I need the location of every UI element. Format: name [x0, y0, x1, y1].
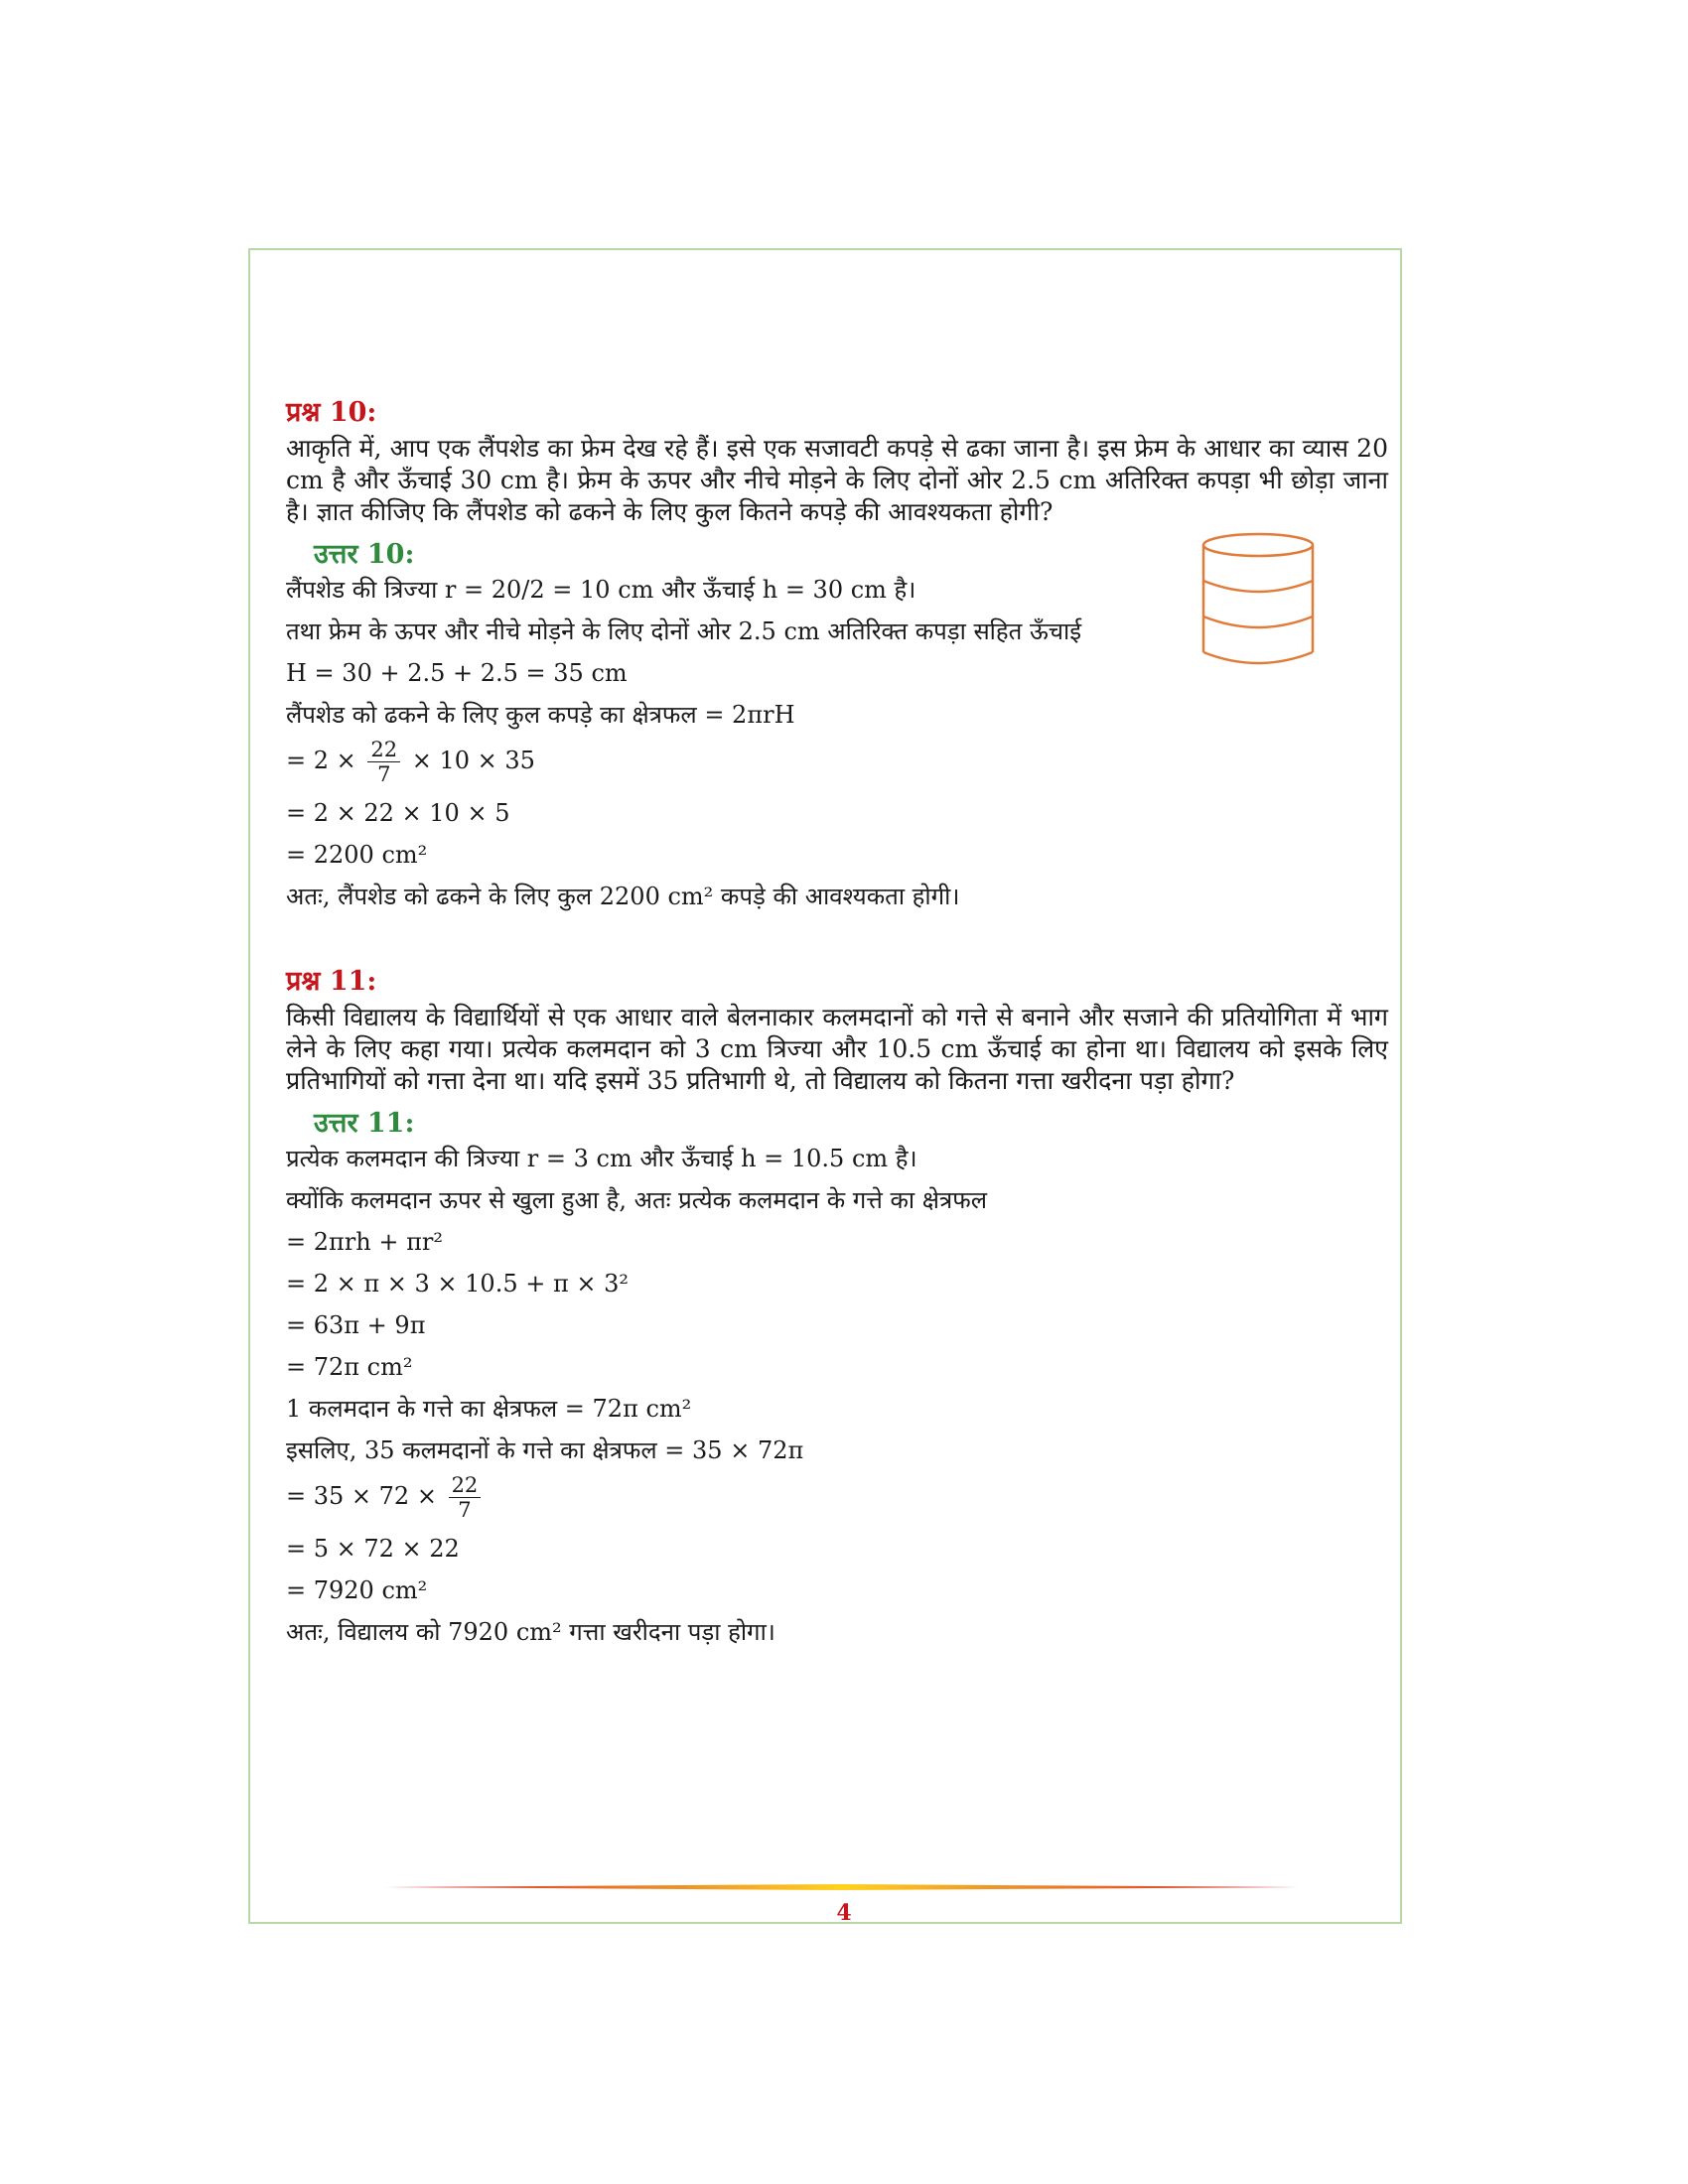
cylinder-ring: [1203, 581, 1313, 592]
fraction-numerator: 22: [367, 738, 400, 762]
answer-11-line: = 63π + 9π: [286, 1311, 426, 1339]
cylinder-top-rim: [1203, 534, 1313, 556]
answer-11-line: 1 कलमदान के गत्ते का क्षेत्रफल = 72π cm²: [286, 1395, 692, 1423]
answer-11-line: = 2πrh + πr²: [286, 1228, 443, 1256]
answer-11-line: इसलिए, 35 कलमदानों के गत्ते का क्षेत्रफल = 35 × 72π: [286, 1436, 804, 1464]
answer-11-conclusion: अतः, विद्यालय को 7920 cm² गत्ता खरीदना पड़ा होगा।: [286, 1618, 775, 1646]
fraction-denominator: 7: [458, 1498, 472, 1522]
answer-11-line: = 5 × 72 × 22: [286, 1535, 460, 1563]
fraction: [367, 738, 400, 786]
answer-10-line: लैंपशेड को ढकने के लिए कुल कपड़े का क्षेत्रफल = 2πrH: [286, 701, 795, 729]
answer-10-line: H = 30 + 2.5 + 2.5 = 35 cm: [286, 659, 628, 687]
answer-10-heading: उत्तर 10:: [314, 539, 415, 570]
expression-prefix: = 35 × 72 ×: [286, 1482, 437, 1510]
lampshade-cylinder-figure: [1196, 531, 1321, 670]
page-number: 4: [836, 1900, 852, 1926]
footer-divider: [385, 1884, 1299, 1890]
question-10-heading: प्रश्न 10:: [286, 397, 377, 428]
answer-11-line: = 72π cm²: [286, 1353, 413, 1381]
answer-10-fraction-line: [286, 738, 1388, 786]
fraction: [449, 1473, 482, 1522]
question-11-heading: प्रश्न 11:: [286, 966, 377, 997]
cylinder-ring: [1203, 616, 1313, 627]
question-10-text: आकृति में, आप एक लैंपशेड का फ्रेम देख रहे हैं। इसे एक सजावटी कपड़े से ढका जाना है। इस फ्रेम के आधार का व्यास 20 cm है और ऊँचाई 30 cm है। फ्रेम के ऊपर और नीचे मोड़ने के लिए दोनों ओर 2.5 cm अतिरिक्त कपड़ा भी छोड़ा जाना है। ज्ञात कीजिए कि लैंपशेड को ढकने के लिए कुल कितने कपड़े की आवश्यकता होगी?: [286, 434, 1388, 526]
answer-11-fraction-line: [286, 1473, 1388, 1522]
answer-11-line: प्रत्येक कलमदान की त्रिज्या r = 3 cm और ऊँचाई h = 10.5 cm है।: [286, 1145, 917, 1172]
answer-11-heading: उत्तर 11:: [314, 1108, 415, 1139]
answer-10-conclusion: अतः, लैंपशेड को ढकने के लिए कुल 2200 cm² कपड़े की आवश्यकता होगी।: [286, 883, 960, 910]
answer-11-line: = 2 × π × 3 × 10.5 + π × 3²: [286, 1270, 629, 1297]
answer-10-line: = 2200 cm²: [286, 841, 428, 869]
fraction-numerator: 22: [449, 1473, 482, 1498]
expression-suffix: × 10 × 35: [411, 747, 535, 774]
answer-10-line: = 2 × 22 × 10 × 5: [286, 799, 510, 827]
cylinder-base: [1203, 652, 1313, 663]
answer-11-line: क्योंकि कलमदान ऊपर से खुला हुआ है, अतः प्रत्येक कलमदान के गत्ते का क्षेत्रफल: [286, 1186, 987, 1214]
question-11-text: किसी विद्यालय के विद्यार्थियों से एक आधार वाले बेलनाकार कलमदानों को गत्ते से बनाने और सजाने की प्रतियोगिता में भाग लेने के लिए कहा गया। प्रत्येक कलमदान को 3 cm त्रिज्या और 10.5 cm ऊँचाई का होना था। विद्यालय को इसके लिए प्रतिभागियों को गत्ता देना था। यदि इसमें 35 प्रतिभागी थे, तो विद्यालय को कितना गत्ता खरीदना पड़ा होगा?: [286, 1003, 1388, 1095]
answer-11-line: = 7920 cm²: [286, 1576, 428, 1604]
answer-10-line: लैंपशेड की त्रिज्या r = 20/2 = 10 cm और ऊँचाई h = 30 cm है।: [286, 576, 916, 604]
expression-prefix: = 2 ×: [286, 747, 356, 774]
fraction-denominator: 7: [377, 762, 391, 786]
answer-10-line: तथा फ्रेम के ऊपर और नीचे मोड़ने के लिए दोनों ओर 2.5 cm अतिरिक्त कपड़ा सहित ऊँचाई: [286, 617, 1082, 645]
